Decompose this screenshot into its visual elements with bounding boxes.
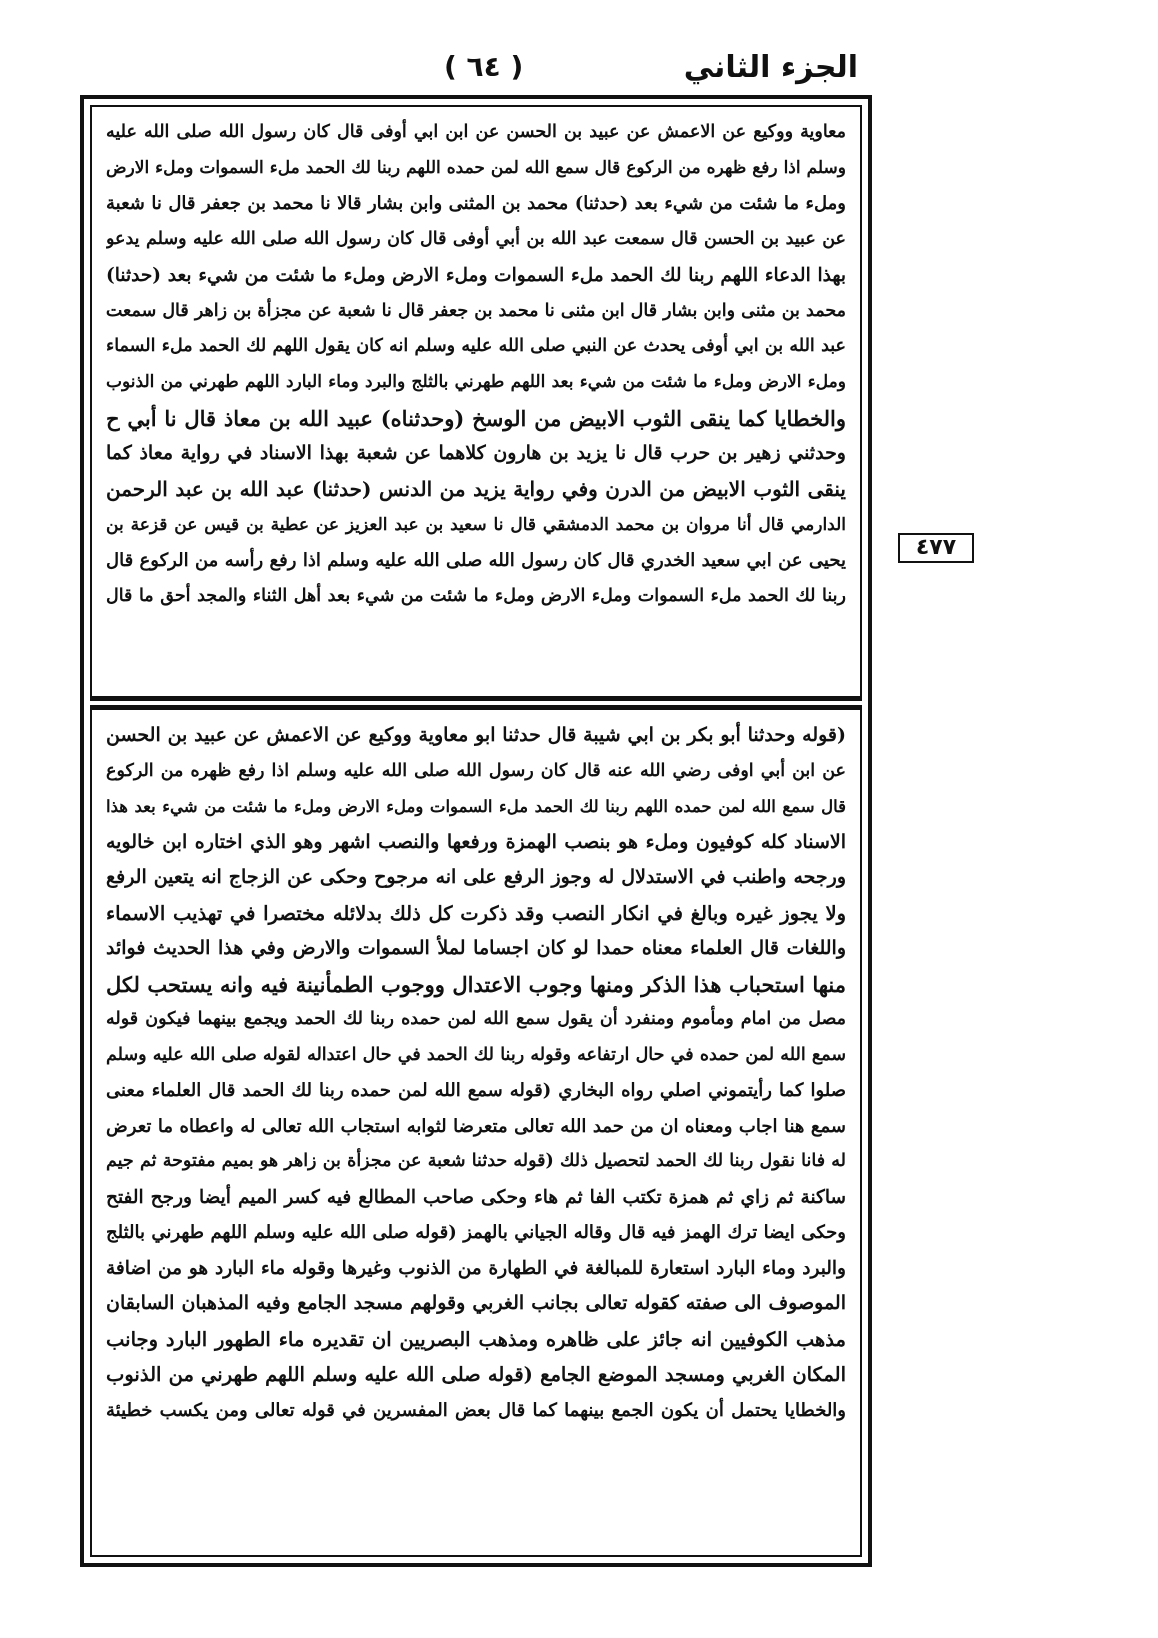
commentary-text-line: قال سمع الله لمن حمده اللهم ربنا لك الحمد ملء السموات وملء الارض وملء ما شئت من شيء بعد هذا: [106, 797, 846, 816]
commentary-text-line: واللغات قال العلماء معناه حمدا لو كان اجساما لملأ السموات والارض وفي هذا الحديث فوائد: [106, 937, 846, 959]
hadith-text-line: معاوية ووكيع عن الاعمش عن عبيد بن الحسن عن ابن ابي أوفى قال كان رسول الله صلى الله عليه: [106, 122, 846, 142]
hadith-text-line: وحدثني زهير بن حرب قال نا يزيد بن هارون كلاهما عن شعبة بهذا الاسناد في رواية معاذ كما: [106, 442, 846, 465]
hadith-text-line: وملء الارض وملء ما شئت من شيء بعد اللهم طهرني بالثلج والبرد وماء البارد اللهم طهرني من الذنوب: [106, 371, 846, 392]
hadith-text-line: وملء ما شئت من شيء بعد (حدثنا) محمد بن المثنى وابن بشار قالا نا محمد بن جعفر قال نا شعبة: [106, 193, 846, 215]
hadith-text-line: وسلم اذا رفع ظهره من الركوع قال سمع الله لمن حمده اللهم ربنا لك الحمد ملء السموات وملء الارض: [106, 157, 846, 178]
commentary-text-line: سمع هنا اجاب ومعناه ان من حمد الله تعالى متعرضا لثوابه استجاب الله تعالى له واعطاه ما تعرض: [106, 1115, 846, 1137]
commentary-text-line: الموصوف الى صفته كقوله تعالى بجانب الغربي وقولهم مسجد الجامع وفيه المذهبان السابقان: [106, 1292, 846, 1314]
page-frame: [80, 95, 872, 1567]
hadith-text-line: عن عبيد بن الحسن قال سمعت عبد الله بن أبي أوفى قال كان رسول الله صلى الله عليه وسلم يدعو: [106, 229, 846, 250]
commentary-text-block: [90, 708, 862, 1557]
commentary-text-line: وحكى ايضا ترك الهمز فيه قال وقاله الجياني بالهمز (قوله صلى الله عليه وسلم اللهم طهرني بالثلج: [106, 1222, 846, 1243]
commentary-text-line: (قوله وحدثنا أبو بكر بن ابي شيبة قال حدثنا ابو معاوية ووكيع عن الاعمش عن عبيد بن الحسن: [106, 724, 846, 746]
hadith-text-line: ينقى الثوب الابيض من الدرن وفي رواية يزيد من الدنس (حدثنا) عبد الله بن عبد الرحمن: [106, 477, 846, 502]
commentary-text-line: مصل من امام ومأموم ومنفرد أن يقول سمع الله لمن حمده ربنا لك الحمد ويجمع بينهما فيكون قوله: [106, 1009, 846, 1029]
hadith-text-block: [90, 105, 862, 698]
section-divider: [90, 698, 862, 708]
hadith-text-line: عبد الله بن ابي أوفى يحدث عن النبي صلى الله عليه وسلم انه كان يقول اللهم لك الحمد ملء السماء: [106, 336, 846, 357]
commentary-text-line: والخطايا يحتمل أن يكون الجمع بينهما كما قال بعض المفسرين في قوله تعالى ومن يكسب خطيئة: [106, 1399, 846, 1421]
commentary-text-line: منها استحباب هذا الذكر ومنها وجوب الاعتدال ووجوب الطمأنينة فيه وانه يستحب لكل: [106, 971, 846, 997]
hadith-text-line: يحيى عن ابي سعيد الخدري قال كان رسول الله صلى الله عليه وسلم اذا رفع رأسه من الركوع قال: [106, 550, 846, 572]
page-number: ( ٦٤ ): [444, 50, 524, 83]
commentary-text-line: ولا يجوز غيره وبالغ في انكار النصب وقد ذكرت كل ذلك بدلائله مختصرا في تهذيب الاسماء: [106, 901, 846, 925]
hadith-text-line: والخطايا كما ينقى الثوب الابيض من الوسخ (وحدثناه) عبيد الله بن معاذ قال نا أبي ح: [106, 405, 846, 431]
commentary-text-line: ورجحه واطنب في الاستدلال له وجوز الرفع على انه مرجوح وحكى عن الزجاج انه يتعين الرفع: [106, 866, 846, 888]
commentary-text-line: له فانا نقول ربنا لك الحمد لتحصيل ذلك (قوله حدثنا شعبة عن مجزأة بن زاهر هو بميم مفتوحة ثم جيم: [106, 1151, 846, 1171]
commentary-text-line: صلوا كما رأيتموني اصلي رواه البخاري (قوله سمع الله لمن حمده ربنا لك الحمد قال العلماء معنى: [106, 1080, 846, 1101]
commentary-text-line: والبرد وماء البارد استعارة للمبالغة في الطهارة من الذنوب وغيرها وقوله ماء البارد هو من اضافة: [106, 1257, 846, 1279]
commentary-text-line: الاسناد كله كوفيون وملء هو بنصب الهمزة ورفعها والنصب اشهر وهو الذي اختاره ابن خالويه: [106, 830, 846, 853]
commentary-text-line: المكان الغربي ومسجد الموضع الجامع (قوله صلى الله عليه وسلم اللهم طهرني من الذنوب: [106, 1363, 846, 1386]
page-header: [0, 50, 1158, 100]
hadith-text-line: بهذا الدعاء اللهم ربنا لك الحمد ملء السموات وملء الارض وملء ما شئت من شيء بعد (حدثنا): [106, 264, 846, 286]
commentary-text-line: ساكنة ثم زاي ثم همزة تكتب الفا ثم هاء وحكى صاحب المطالع فيه كسر الميم أيضا ورجح الفتح: [106, 1186, 846, 1208]
hadith-text-line: محمد بن مثنى وابن بشار قال ابن مثنى نا محمد بن جعفر قال نا شعبة عن مجزأة بن زاهر قال سمعت: [106, 300, 846, 321]
hadith-number-badge: ٤٧٧: [898, 533, 974, 563]
part-title: الجزء الثاني: [683, 50, 858, 85]
commentary-text-line: سمع الله لمن حمده في حال ارتفاعه وقوله ربنا لك الحمد في حال اعتداله لقوله صلى الله عليه وسلم: [106, 1044, 846, 1065]
commentary-text-line: مذهب الكوفيين انه جائز على ظاهره ومذهب البصريين ان تقديره ماء الطهور البارد وجانب: [106, 1327, 846, 1351]
commentary-text-line: عن ابن أبي اوفى رضي الله عنه قال كان رسول الله صلى الله عليه وسلم اذا رفع ظهره من الركوع: [106, 760, 846, 781]
hadith-text-line: ربنا لك الحمد ملء السموات وملء الارض وملء ما شئت من شيء بعد أهل الثناء والمجد أحق ما قال: [106, 586, 846, 607]
hadith-text-line: الدارمي قال أنا مروان بن محمد الدمشقي قال نا سعيد بن عبد العزيز عن عطية بن قيس عن قزعة بن: [106, 514, 846, 535]
